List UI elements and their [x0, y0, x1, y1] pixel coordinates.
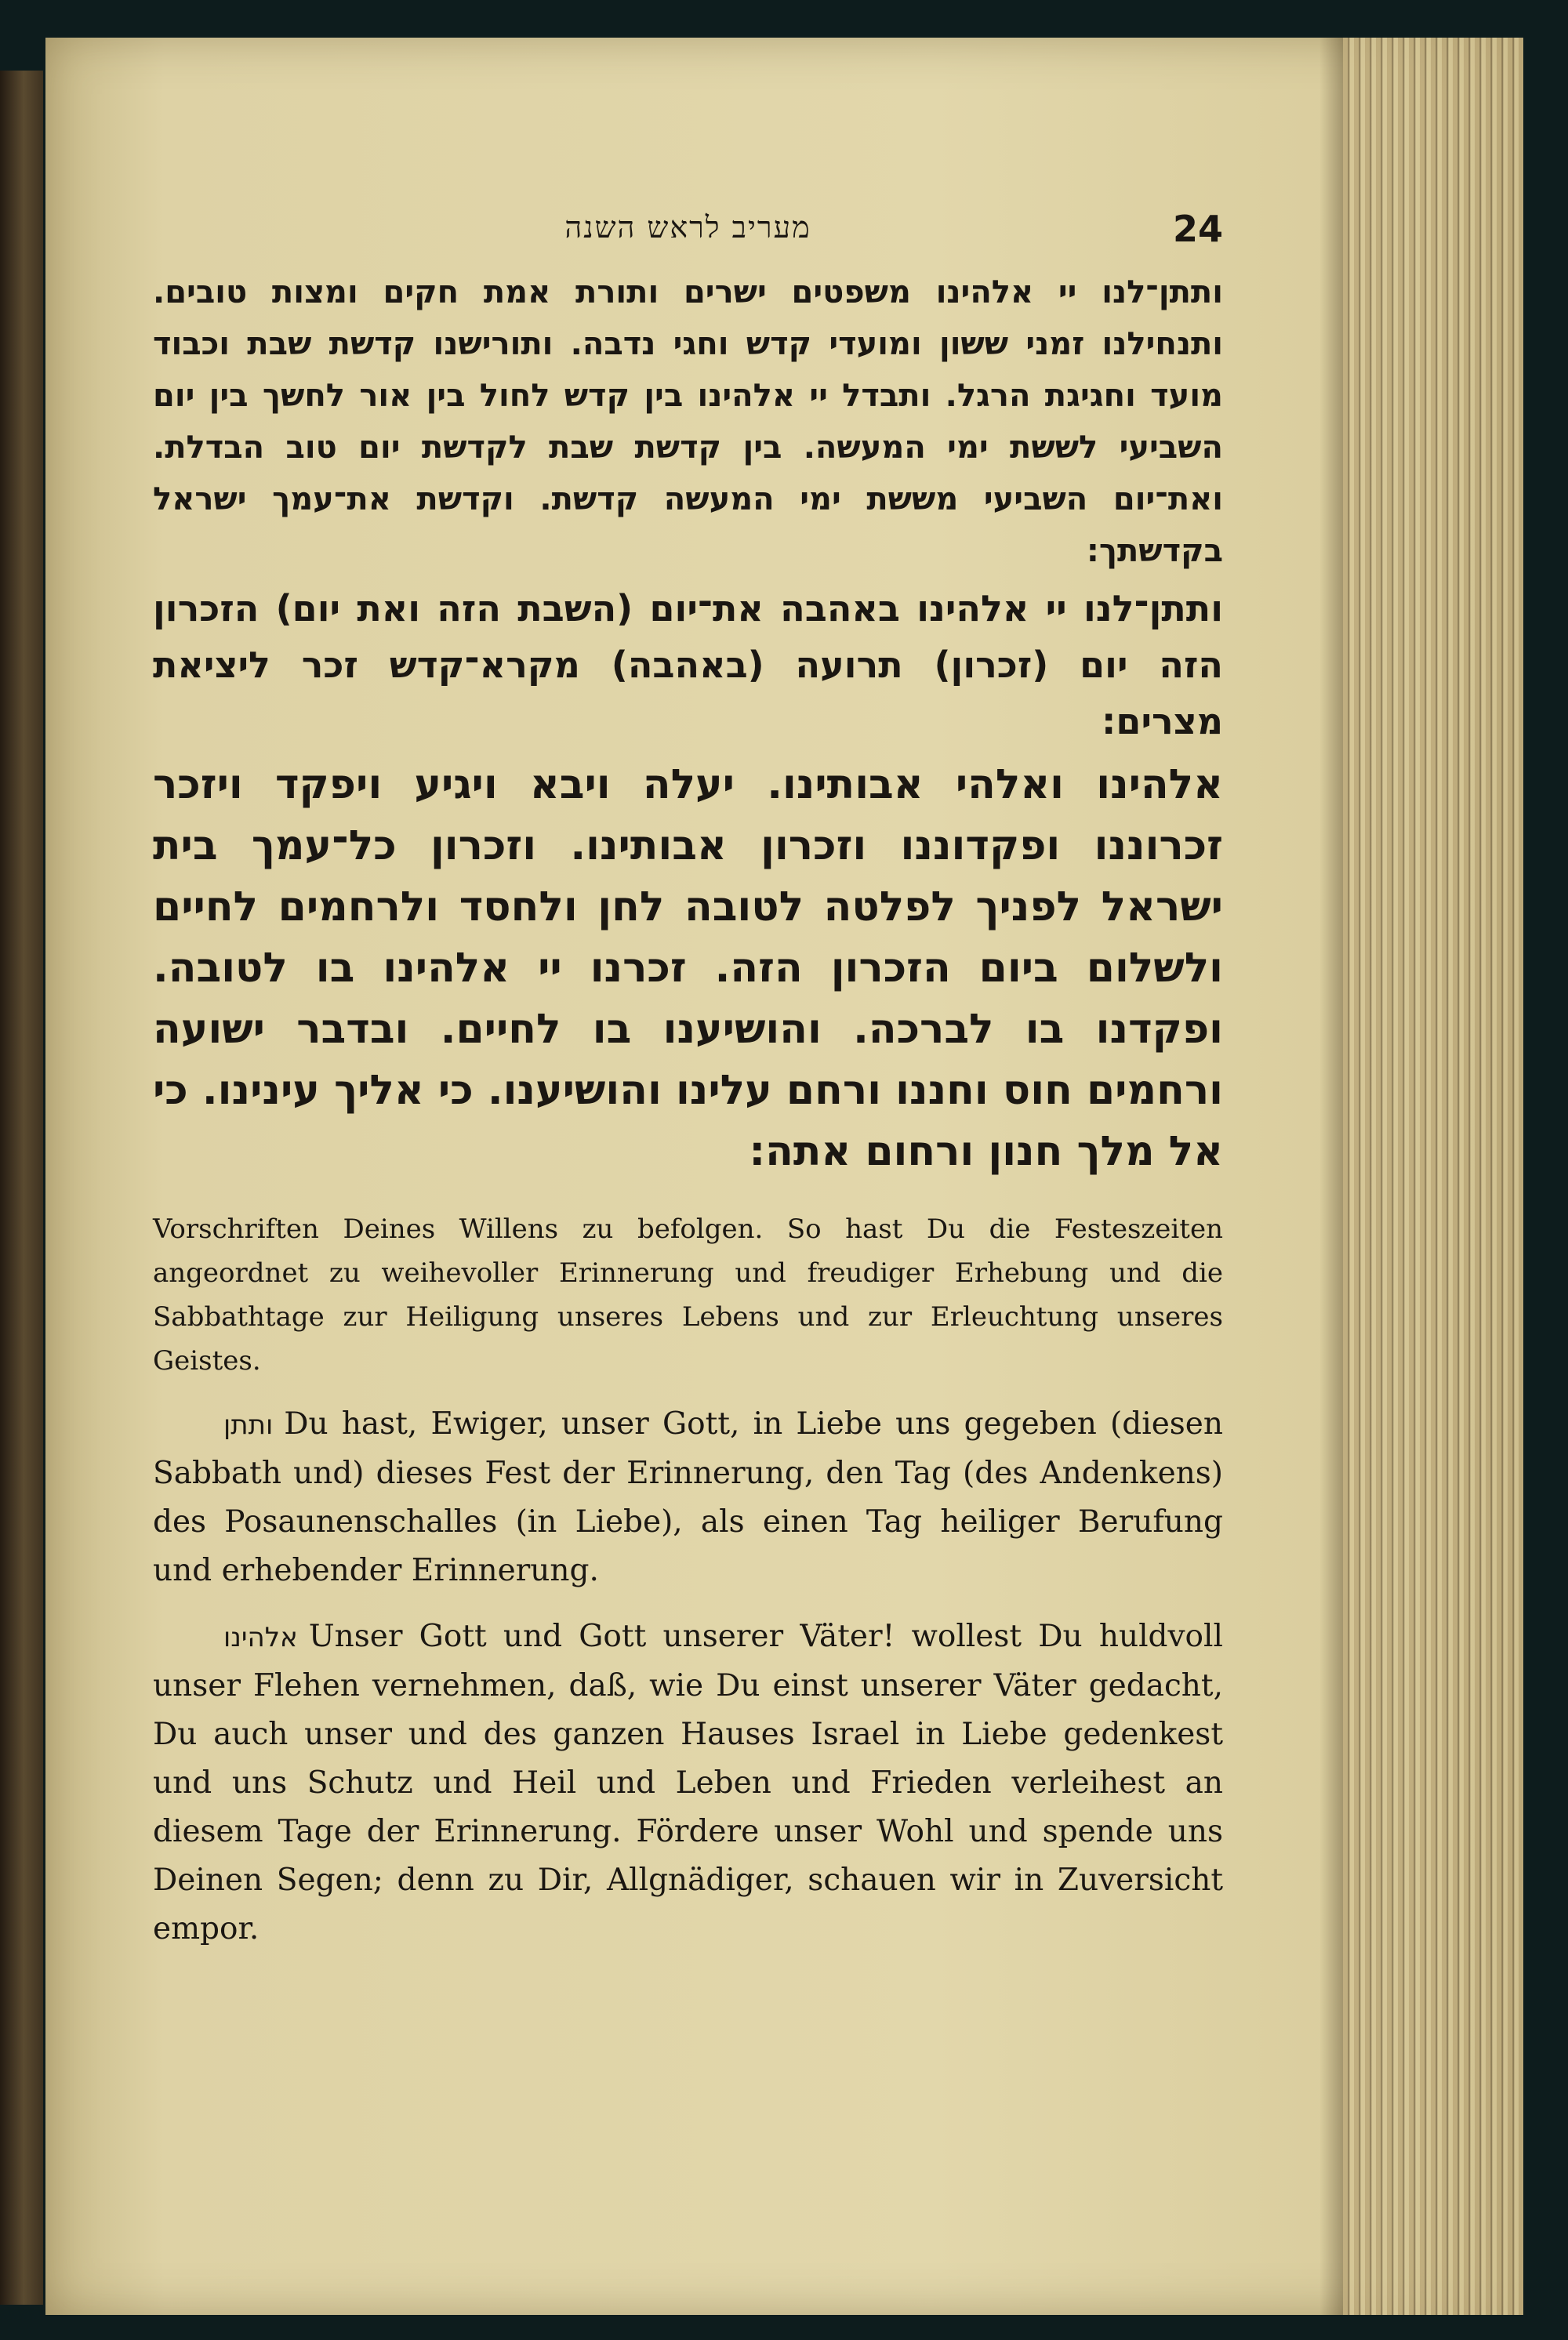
- german-paragraph-3: [153, 1613, 1223, 1954]
- german-paragraph-1: Vorschriften Deines Willens zu befolgen. So hast Du die Festeszeiten angeordnet zu weihevoller Erinnerung und freudiger Erhebung und die Sabbathtage zur Heiligung unseres Lebens und zur Erleuchtung unseres Geistes.: [153, 1214, 1223, 1377]
- hebrew-cue-2: ותתן: [223, 1409, 274, 1441]
- hebrew-paragraph-3: אלהינו ואלהי אבותינו. יעלה ויבא ויגיע ויפקד ויזכר זכרוננו ופקדוננו וזכרון אבותינו. וזכרון כל־עמך בית ישראל לפניך לפלטה לטובה לחן ולחסד ולרחמים לחיים ולשלום ביום הזכרון הזה. זכרנו יי אלהינו בו לטובה. ופקדנו בו לברכה. והושיענו בו לחיים. ובדבר ישועה ורחמים חוס וחננו ורחם עלינו והושיענו. כי אליך עינינו. כי אל מלך חנון ורחום אתה:: [153, 761, 1223, 1175]
- german-paragraph-2: [153, 1400, 1223, 1595]
- page-edges: [1343, 38, 1523, 2315]
- running-head: מעריב לראש השנה: [564, 210, 811, 245]
- hebrew-cue-3: אלהינו: [223, 1622, 298, 1653]
- german-paragraph-2-text: Du hast, Ewiger, unser Gott, in Liebe uns gegeben (diesen Sabbath und) dieses Fest der Erinnerung, den Tag (des Andenkens) des Posaunenschalles (in Liebe), als einen Tag heiliger Berufung und erhebender Erinnerung.: [153, 1406, 1223, 1588]
- gutter-shadow: [1319, 38, 1343, 2315]
- page-number: 24: [1172, 208, 1223, 250]
- german-paragraph-3-text: Unser Gott und Gott unserer Väter! wollest Du huldvoll unser Flehen vernehmen, daß, wie Du einst unserer Väter gedacht, Du auch unser und des ganzen Hauses Israel in Liebe gedenkest und uns Schutz und Heil und Leben und Frieden verleihest an diesem Tage der Erinnerung. Fördere unser Wohl und spende uns Deinen Segen; denn zu Dir, Allgnädiger, schauen wir in Zuversicht empor.: [153, 1619, 1223, 1946]
- page-text: [153, 196, 1223, 1954]
- facing-page-edge: [0, 71, 43, 2305]
- hebrew-paragraph-1: ותתן־לנו יי אלהינו משפטים ישרים ותורת אמת חקים ומצות טובים. ותנחילנו זמני ששון ומועדי קדש וחגי נדבה. ותורישנו קדשת שבת וכבוד מועד וחגיגת הרגל. ותבדל יי אלהינו בין קדש לחול בין אור לחשך בין יום השביעי לששת ימי המעשה. בין קדשת שבת לקדשת יום טוב הבדלת. ואת־יום השביעי מששת ימי המעשה קדשת. וקדשת את־עמך ישראל בקדשתך:: [153, 274, 1223, 569]
- hebrew-paragraph-2: ותתן־לנו יי אלהינו באהבה את־יום (השבת הזה ואת יום) הזכרון הזה יום (זכרון) תרועה (באהבה) מקרא־קדש זכר ליציאת מצרים:: [153, 587, 1223, 742]
- page-header: [153, 196, 1223, 267]
